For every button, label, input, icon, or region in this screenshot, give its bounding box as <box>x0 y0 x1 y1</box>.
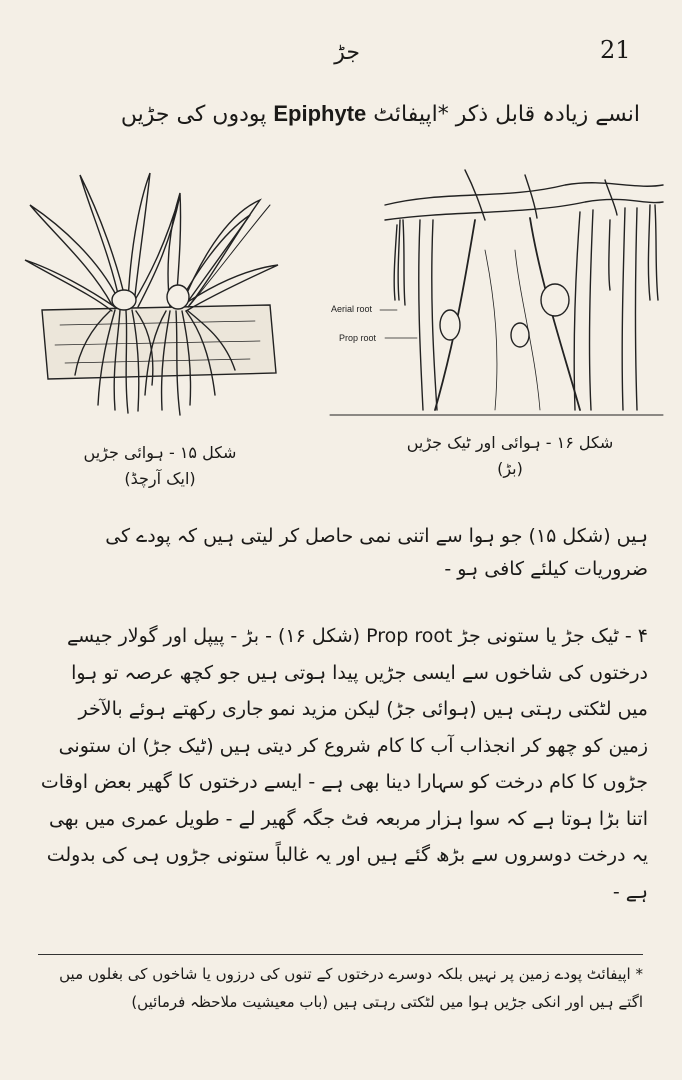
page-number: 21 <box>600 36 631 64</box>
figure-16-caption <box>375 430 645 482</box>
running-header: جڑ <box>334 40 360 65</box>
banyan-illustration <box>325 160 665 425</box>
paragraph-prop-root: ۴ - ٹیک جڑ یا ستونی جڑ Prop root (شکل ۱۶) - بڑ - پیپل اور گولار جیسے درختوں کی شاخوں سے ایسی جڑیں پیدا ہوتی ہیں جو کچھ عرصہ تو ہوا میں لٹکتی رہتی ہیں (ہوائی جڑ) لیکن مزید نمو جاری رکھتے ہوئے بالآخر زمین کو چھو کر انجذاب آب کا کام شروع کر دیتی ہیں (ٹیک جڑ) ان ستونی جڑوں کا کام درخت کو سہارا دینا بھی ہے - ایسے درختوں کا گھیر بعض اوقات اتنا بڑا ہوتا ہے کہ سوا ہزار مربعہ فٹ جگہ گھیر لے - طویل عمری میں بھی یہ درخت دوسروں سے بڑھ گئے ہیں اور یہ غالباً ستونی جڑوں ہی کی بدولت ہے - <box>40 625 648 903</box>
footnote-divider <box>38 954 643 955</box>
aerial-root-label: Aerial root <box>331 304 373 314</box>
intro-latin-term: Epiphyte <box>273 101 367 126</box>
figure-15-caption <box>60 440 260 492</box>
orchid-illustration <box>20 165 285 420</box>
intro-line <box>70 98 640 131</box>
figure-16-subtitle: (بڑ) <box>497 459 523 478</box>
paragraph-epiphyte-roots: ہیں (شکل ۱۵) جو ہوا سے اتنی نمی حاصل کر لیتی ہیں کہ پودے کی ضروریات کیلئے کافی ہو - <box>105 525 648 580</box>
prop-root-label: Prop root <box>339 333 377 343</box>
intro-after: پودوں کی جڑیں <box>120 102 267 127</box>
figure-16-title: شکل ۱۶ - ہوائی اور ٹیک جڑیں <box>406 433 614 452</box>
intro-before: انسے زیادہ قابل ذکر *اپیفائٹ <box>373 102 640 127</box>
footnote: * اپیفائٹ پودے زمین پر نہیں بلکہ دوسرے درختوں کے تنوں کی درزوں یا شاخوں کی بغلوں میں اگتے ہیں اور انکی جڑیں ہوا میں لٹکتی رہتی ہیں (باب معیشیت ملاحظہ فرمائیں) <box>59 965 643 1011</box>
figure-15-subtitle: (ایک آرچڈ) <box>124 469 196 488</box>
figure-15-title: شکل ۱۵ - ہوائی جڑیں <box>83 443 237 462</box>
